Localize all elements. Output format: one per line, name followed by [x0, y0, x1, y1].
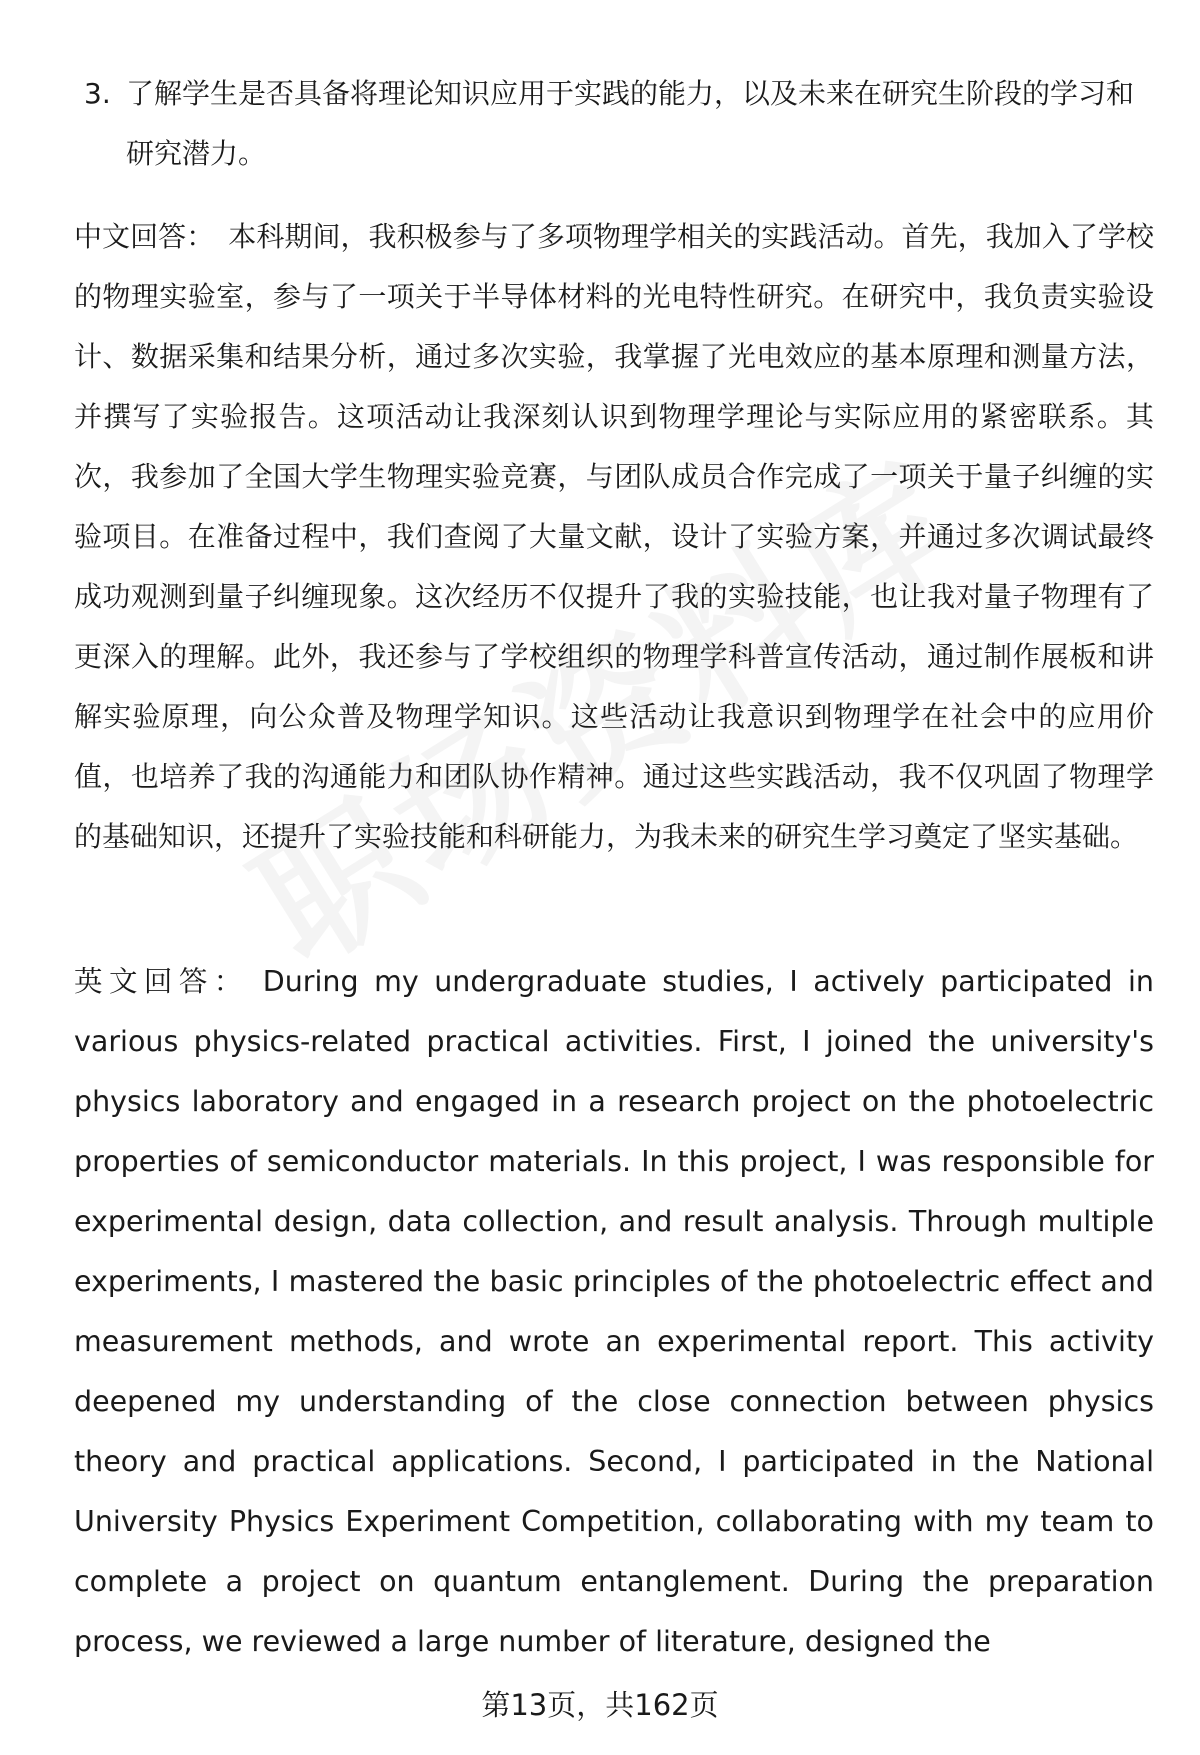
chinese-answer-text: 本科期间，我积极参与了多项物理学相关的实践活动。首先，我加入了学校的物理实验室，参与了一项关于半导体材料的光电特性研究。在研究中，我负责实验设计、数据采集和结果分析，通过多次实验，我掌握了光电效应的基本原理和测量方法，并撰写了实验报告。这项活动让我深刻认识到物理学理论与实际应用的紧密联系。其次，我参加了全国大学生物理实验竞赛，与团队成员合作完成了一项关于量子纠缠的实验项目。在准备过程中，我们查阅了大量文献，设计了实验方案，并通过多次调试最终成功观测到量子纠缠现象。这次经历不仅提升了我的实验技能，也让我对量子物理有了更深入的理解。此外，我还参与了学校组织的物理学科普宣传活动，通过制作展板和讲解实验原理，向公众普及物理学知识。这些活动让我意识到物理学在社会中的应用价值，也培养了我的沟通能力和团队协作精神。通过这些实践活动，我不仅巩固了物理学的基础知识，还提升了实验技能和科研能力，为我未来的研究生学习奠定了坚实基础。 [74, 220, 1154, 853]
page-number: 第13页，共162页 [481, 1688, 719, 1722]
english-answer-label: 英文回答： [74, 965, 249, 998]
chinese-answer [74, 207, 1154, 867]
chinese-answer-label: 中文回答： [74, 220, 215, 253]
english-answer [74, 952, 1154, 1672]
page-footer [0, 1685, 1200, 1725]
question-item [84, 64, 1154, 184]
question-number: 3. [84, 77, 111, 110]
english-answer-text: During my undergraduate studies, I actively participated in various physics-related practical activities. First, I joined the university's physics laboratory and engaged in a research project on the photoelectric properties of semiconductor materials. In this project, I was responsible for experimental design, data collection, and result analysis. Through multiple experiments, I mastered the basic principles of the photoelectric effect and measurement methods, and wrote an experimental report. This activity deepened my understanding of the close connection between physics theory and practical applications. Second, I participated in the National University Physics Experiment Competition, collaborating with my team to complete a project on quantum entanglement. During the preparation process, we reviewed a large number of literature, designed the [74, 965, 1154, 1658]
question-text: 了解学生是否具备将理论知识应用于实践的能力，以及未来在研究生阶段的学习和研究潜力。 [126, 77, 1135, 170]
